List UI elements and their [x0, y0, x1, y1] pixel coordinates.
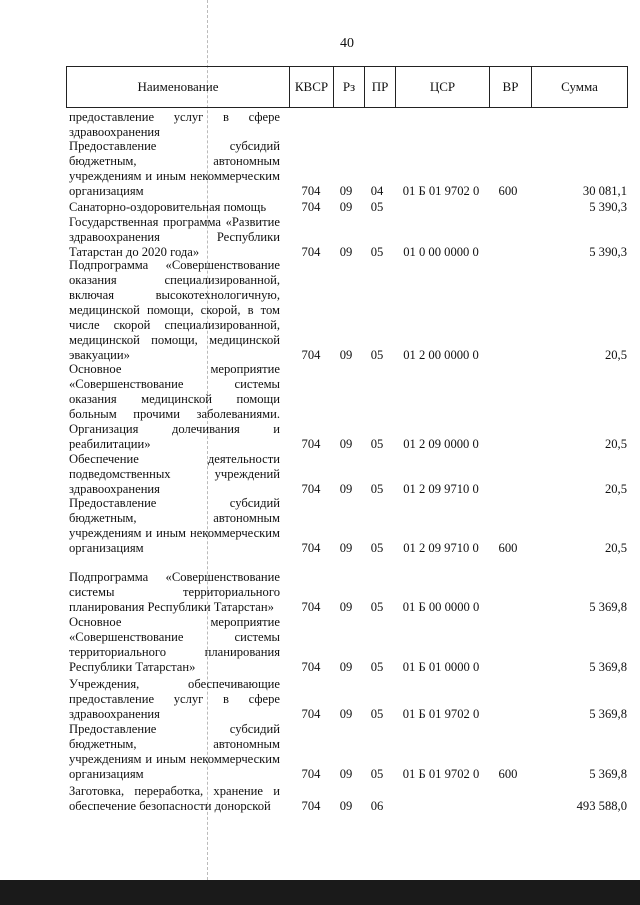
- header-rz: Рз: [333, 67, 364, 107]
- row-name: Подпрограмма «Совершенствование оказания специализированной, включая высокотехнологичную, медицинской помощи, скорой, в том числе скорой специализированной, медицинской помощи, медицинской эвакуации»: [69, 258, 280, 362]
- row-kvsr: 704: [301, 660, 321, 674]
- header-csr: ЦСР: [395, 67, 489, 107]
- row-kvsr: 704: [301, 437, 321, 451]
- row-vr: 600: [498, 767, 518, 781]
- row-rz: 09: [339, 482, 353, 496]
- row-kvsr: 704: [301, 184, 321, 198]
- row-csr: 01 2 00 0000 0: [403, 348, 479, 362]
- row-csr: 01 0 00 0000 0: [403, 245, 479, 259]
- row-rz: 09: [339, 437, 353, 451]
- row-sum: 20,5: [604, 541, 627, 555]
- row-csr: 01 Б 00 0000 0: [402, 600, 480, 614]
- row-pr: 05: [370, 600, 384, 614]
- row-csr: 01 Б 01 9702 0: [402, 767, 480, 781]
- table-row: [0, 556, 640, 615]
- scan-bottom-edge: [0, 880, 640, 905]
- row-rz: 09: [339, 348, 353, 362]
- row-rz: 09: [339, 707, 353, 721]
- table-row: [0, 782, 640, 814]
- row-csr: 01 2 09 9710 0: [403, 482, 479, 496]
- table-row: [0, 363, 640, 452]
- table-row: [0, 722, 640, 782]
- row-kvsr: 704: [301, 767, 321, 781]
- row-rz: 09: [339, 184, 353, 198]
- row-rz: 09: [339, 245, 353, 259]
- table-row: [0, 199, 640, 215]
- row-kvsr: 704: [301, 707, 321, 721]
- row-name: Основное мероприятие «Совершенствование системы территориального планирования Республики Татарстан»: [69, 615, 280, 674]
- row-sum: 30 081,1: [582, 184, 627, 198]
- row-csr: 01 2 09 0000 0: [403, 437, 479, 451]
- row-name: Предоставление субсидий бюджетным, автономным учреждениям и иным некоммерческим организациям: [69, 139, 280, 198]
- table-row: [0, 497, 640, 556]
- row-kvsr: 704: [301, 482, 321, 496]
- row-sum: 20,5: [604, 482, 627, 496]
- row-csr: 01 Б 01 9702 0: [402, 707, 480, 721]
- header-kvsr: КВСР: [289, 67, 333, 107]
- row-vr: 600: [498, 184, 518, 198]
- table-row: [0, 615, 640, 675]
- row-vr: 600: [498, 541, 518, 555]
- row-sum: 5 369,8: [589, 660, 627, 674]
- row-csr: 01 Б 01 9702 0: [402, 184, 480, 198]
- table-row: [0, 260, 640, 363]
- row-kvsr: 704: [301, 348, 321, 362]
- row-name: Заготовка, переработка, хранение и обеспечение безопасности донорской: [69, 784, 280, 813]
- row-pr: 06: [370, 799, 384, 813]
- row-kvsr: 704: [301, 200, 321, 214]
- header-pr: ПР: [364, 67, 395, 107]
- table-row: [0, 675, 640, 722]
- row-pr: 05: [370, 200, 384, 214]
- row-pr: 05: [370, 767, 384, 781]
- row-pr: 05: [370, 348, 384, 362]
- row-kvsr: 704: [301, 799, 321, 813]
- row-rz: 09: [339, 200, 353, 214]
- row-name: Предоставление субсидий бюджетным, автономным учреждениям и иным некоммерческим организациям: [69, 722, 280, 781]
- table-row: [0, 140, 640, 199]
- row-pr: 05: [370, 245, 384, 259]
- header-sum: Сумма: [531, 67, 627, 107]
- row-name: Учреждения, обеспечивающие предоставление услуг в сфере здравоохранения: [69, 677, 280, 721]
- row-sum: 493 588,0: [576, 799, 627, 813]
- row-pr: 05: [370, 437, 384, 451]
- header-name: Наименование: [137, 79, 219, 94]
- row-rz: 09: [339, 799, 353, 813]
- row-csr: 01 Б 01 0000 0: [402, 660, 480, 674]
- row-sum: 5 390,3: [589, 245, 627, 259]
- row-pr: 04: [370, 184, 384, 198]
- row-pr: 05: [370, 541, 384, 555]
- table-row: [0, 452, 640, 497]
- row-kvsr: 704: [301, 600, 321, 614]
- row-name: Санаторно-оздоровительная помощь: [69, 200, 267, 214]
- row-sum: 20,5: [604, 348, 627, 362]
- row-sum: 5 390,3: [589, 200, 627, 214]
- row-rz: 09: [339, 660, 353, 674]
- row-kvsr: 704: [301, 541, 321, 555]
- row-sum: 5 369,8: [589, 600, 627, 614]
- row-name: Предоставление субсидий бюджетным, автономным учреждениям и иным некоммерческим организациям: [69, 496, 280, 555]
- row-sum: 5 369,8: [589, 767, 627, 781]
- page-number: 40: [340, 36, 354, 51]
- row-name: предоставление услуг в сфере здравоохранения: [69, 110, 280, 139]
- row-pr: 05: [370, 482, 384, 496]
- table-row: [0, 110, 640, 140]
- table-header: [66, 66, 628, 108]
- row-name: Обеспечение деятельности подведомственных учреждений здравоохранения: [69, 452, 280, 496]
- row-rz: 09: [339, 767, 353, 781]
- row-rz: 09: [339, 541, 353, 555]
- row-name: Государственная программа «Развитие здравоохранения Республики Татарстан до 2020 года»: [69, 215, 280, 259]
- row-kvsr: 704: [301, 245, 321, 259]
- row-name: Подпрограмма «Совершенствование системы территориального планирования Республики Татарстан»: [69, 570, 280, 614]
- row-sum: 20,5: [604, 437, 627, 451]
- row-pr: 05: [370, 707, 384, 721]
- row-rz: 09: [339, 600, 353, 614]
- row-pr: 05: [370, 660, 384, 674]
- table-row: [0, 215, 640, 260]
- row-sum: 5 369,8: [589, 707, 627, 721]
- row-csr: 01 2 09 9710 0: [403, 541, 479, 555]
- row-name: Основное мероприятие «Совершенствование системы оказания медицинской помощи больным прочими заболеваниями. Организация долечивания и реабилитации»: [69, 362, 280, 451]
- header-vr: ВР: [489, 67, 531, 107]
